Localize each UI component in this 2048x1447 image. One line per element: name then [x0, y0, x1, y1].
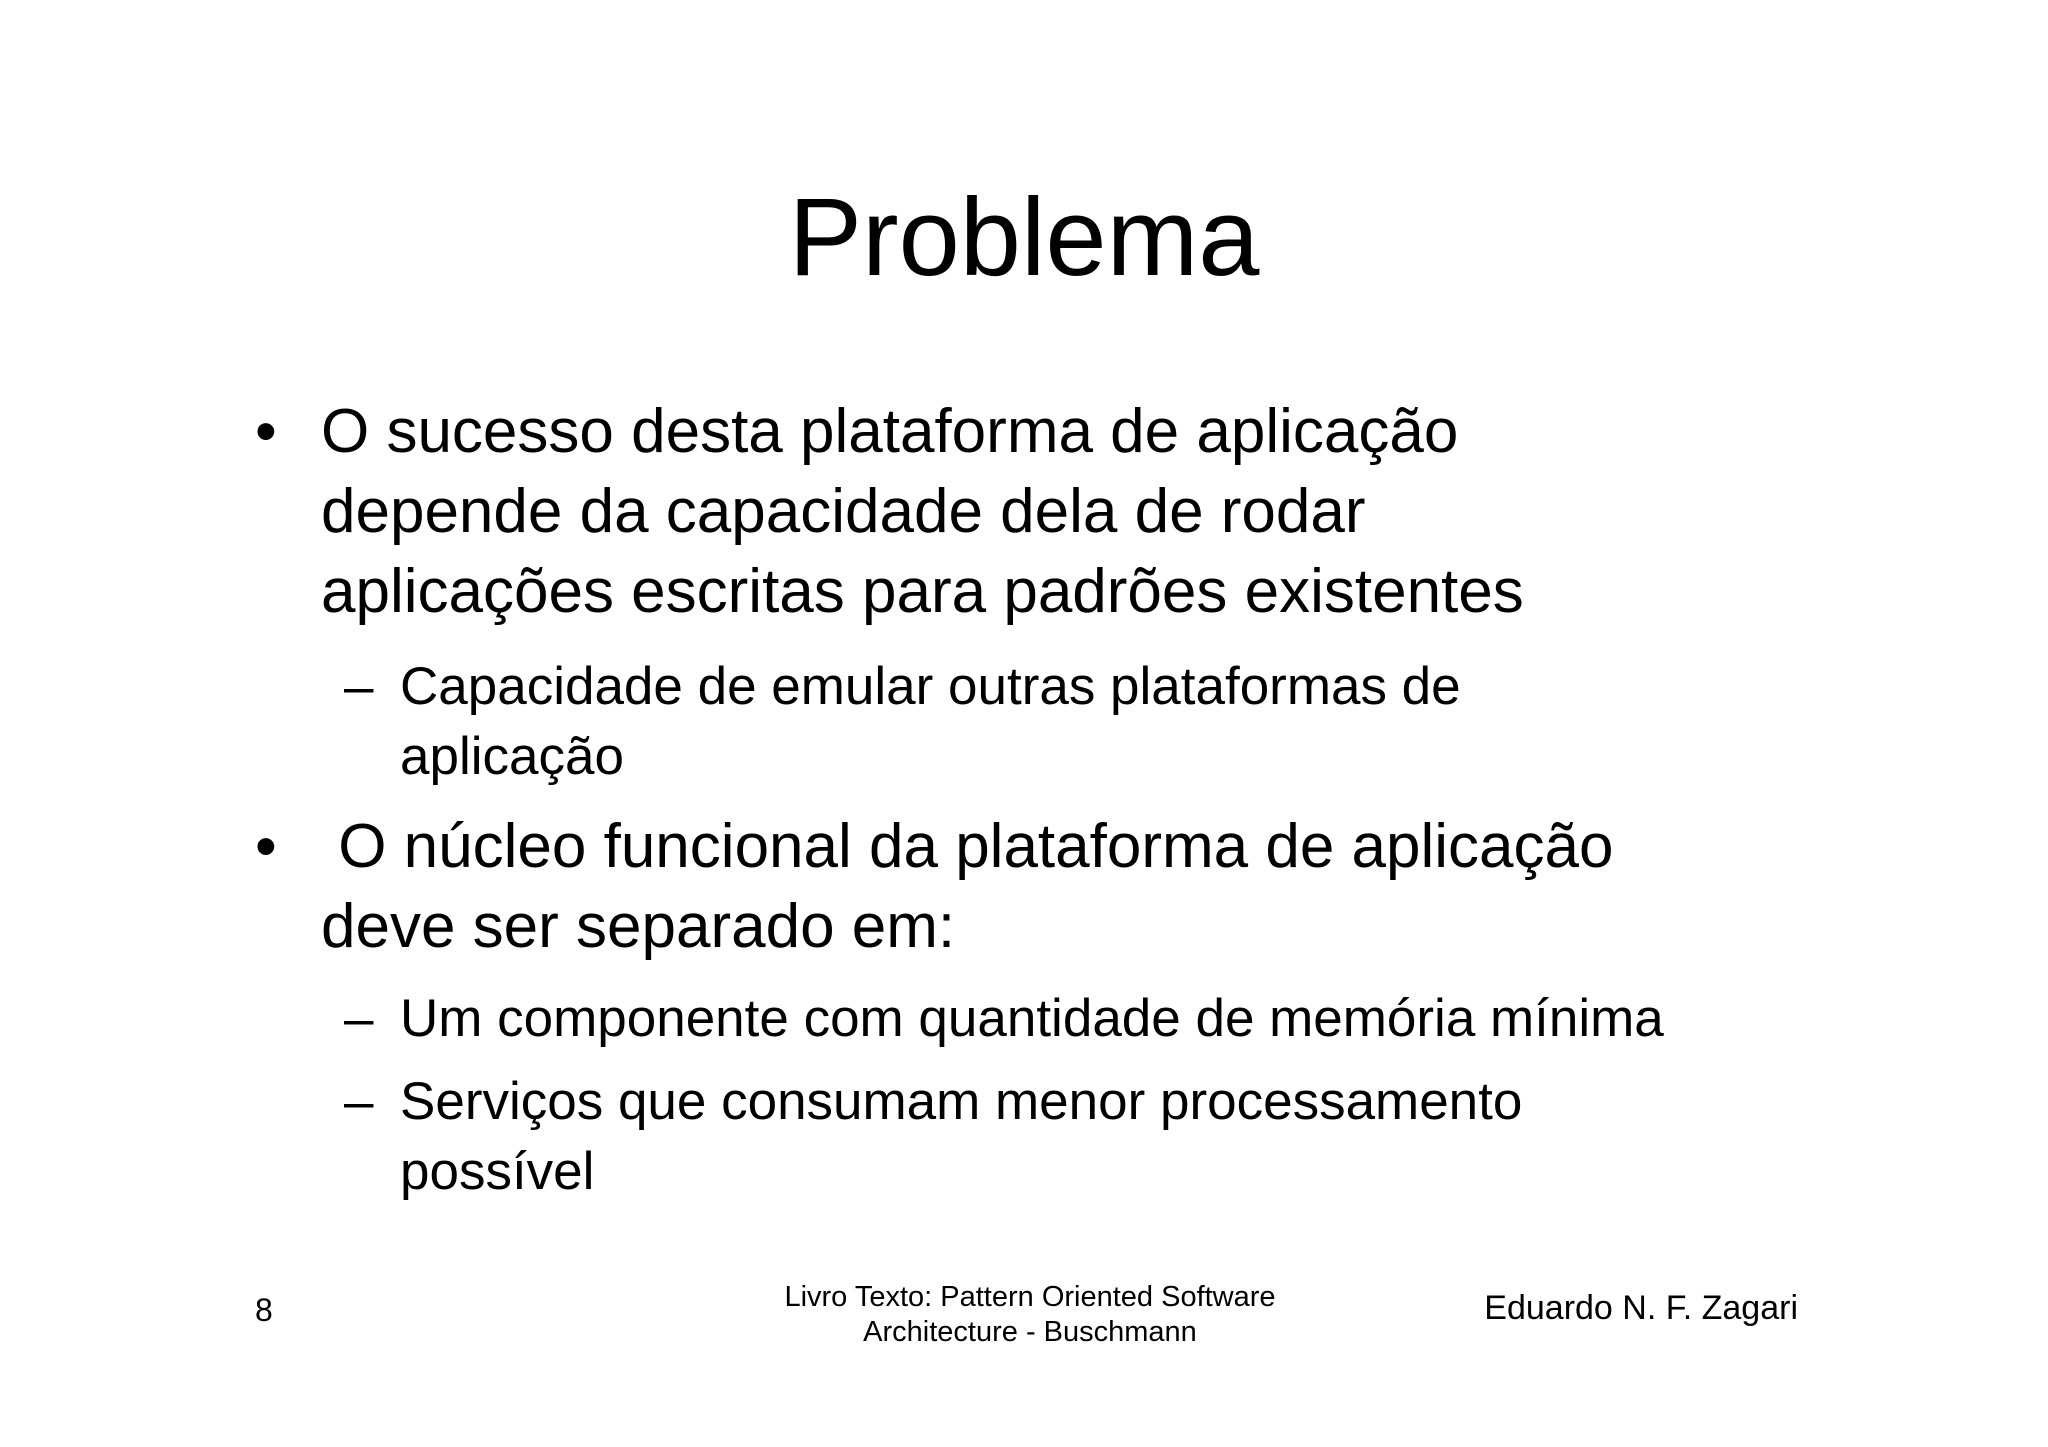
- footer-source-line: Architecture - Buschmann: [863, 1316, 1197, 1348]
- sub-bullet-line: possível: [400, 1142, 595, 1201]
- sub-bullet-item-1-1: [344, 652, 1461, 792]
- sub-bullet-line: Um componente com quantidade de memória mínima: [400, 989, 1664, 1048]
- bullet-marker: •: [255, 397, 277, 466]
- footer-source-line: Livro Texto: Pattern Oriented Software: [784, 1281, 1276, 1313]
- bullet-marker: •: [255, 812, 277, 881]
- sub-bullet-line: aplicação: [400, 727, 624, 786]
- footer-source: [700, 1280, 1360, 1350]
- sub-bullet-line: Capacidade de emular outras plataformas de: [400, 657, 1461, 716]
- bullet-line: depende da capacidade dela de rodar: [321, 477, 1366, 546]
- sub-bullet-item-2-2: [344, 1067, 1522, 1207]
- sub-bullet-marker: –: [344, 657, 374, 716]
- bullet-item-1: [255, 392, 1524, 632]
- bullet-item-2: [255, 807, 1614, 967]
- bullet-line: deve ser separado em:: [321, 892, 956, 961]
- footer-author: Eduardo N. F. Zagari: [1484, 1289, 1798, 1327]
- bullet-line: O núcleo funcional da plataforma de aplicação: [321, 812, 1614, 881]
- bullet-line: O sucesso desta plataforma de aplicação: [321, 397, 1459, 466]
- bullet-line: aplicações escritas para padrões existentes: [321, 557, 1524, 626]
- slide-title: Problema: [788, 176, 1260, 299]
- sub-bullet-item-2-1: [344, 984, 1664, 1054]
- sub-bullet-marker: –: [344, 989, 374, 1048]
- page-number: 8: [255, 1292, 273, 1328]
- sub-bullet-marker: –: [344, 1072, 374, 1131]
- sub-bullet-line: Serviços que consumam menor processamento: [400, 1072, 1523, 1131]
